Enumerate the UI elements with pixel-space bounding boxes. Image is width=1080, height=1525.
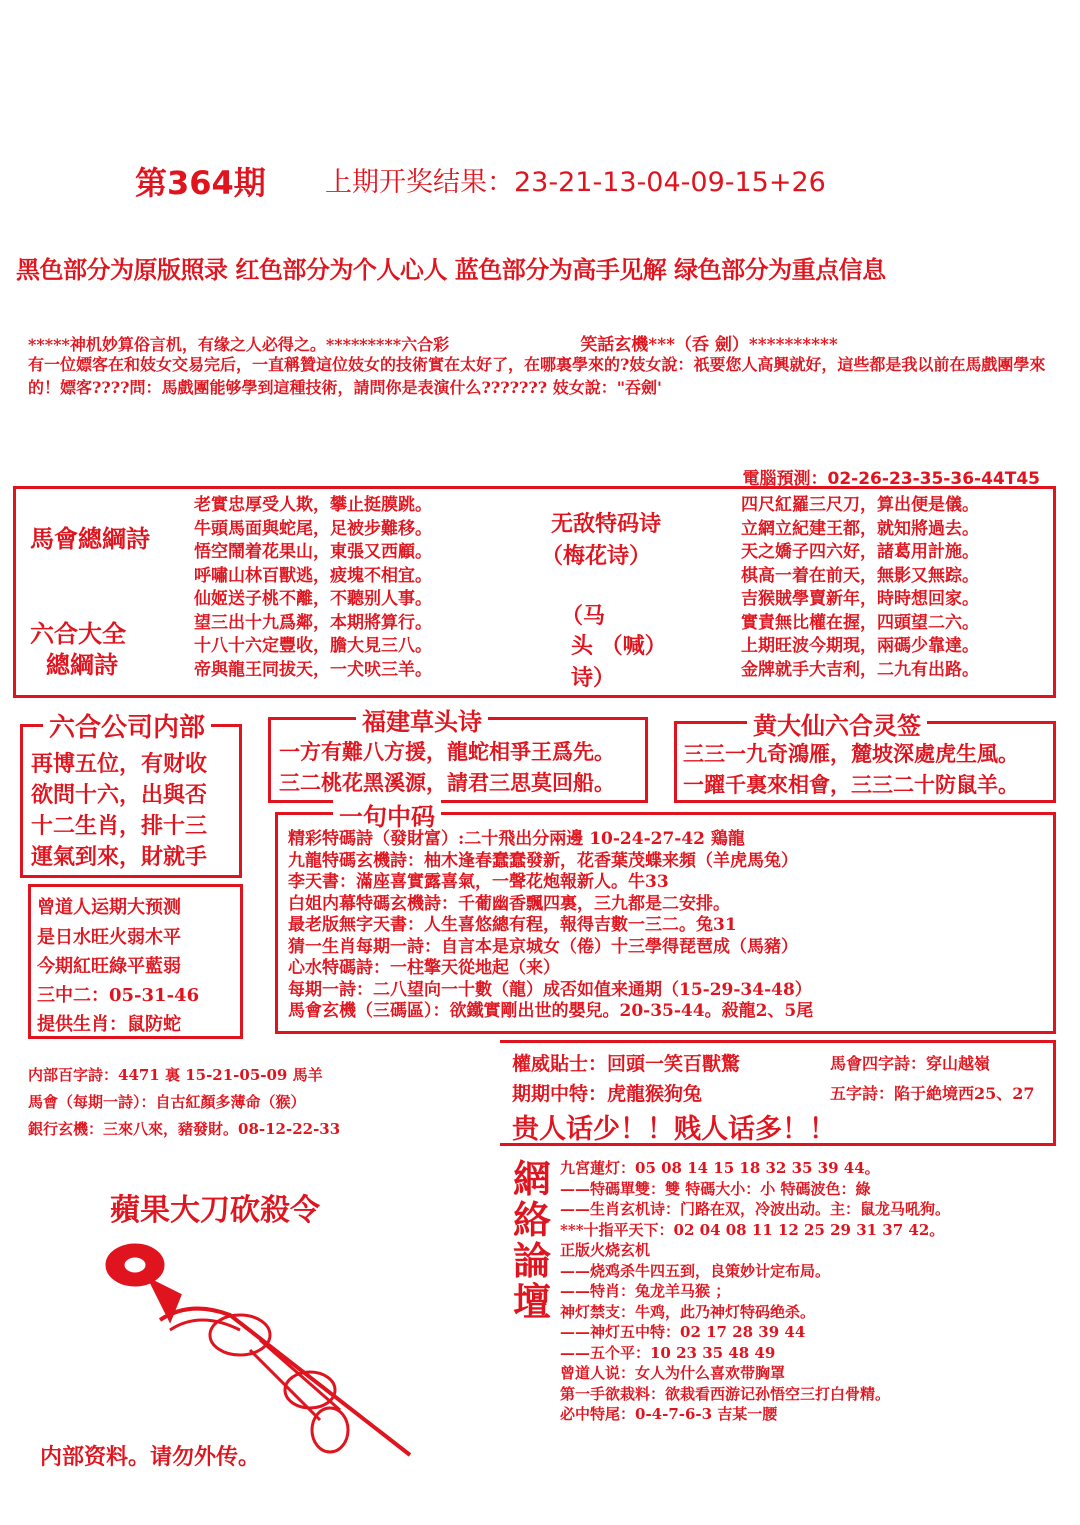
verse-line: 猜一生肖每期一詩：自言本是京城女（倦）十三學得琵琶成（馬豬） [288,936,798,957]
poem-line: 上期旺波今期現，兩碼少靠達。 [741,636,979,656]
period-title: 第364期 [135,164,266,202]
apple-title: 蘋果大刀砍殺令 [110,1193,320,1228]
authority-l2-right: 五字詩：陷于絶境西25、27 [830,1084,1035,1103]
plum-poem-title: （梅花诗） [541,543,652,569]
zeng-line: 提供生肖：鼠防蛇 [37,1014,181,1035]
poem-line: 仙姬送子桃不離，不聽别人事。 [194,589,432,609]
horse-head-c: 诗） [571,665,616,691]
computer-prediction: 電腦預測：02-26-23-35-36-44T45 [742,469,1040,489]
internal-line: 内部百字詩：4471 裏 15-21-05-09 馬羊 [28,1066,323,1084]
authority-l2: 期期中特：虎龍猴狗兔 [512,1083,703,1105]
company-line: 再博五位，有财收 [31,751,208,777]
internal-lines [28,1062,340,1143]
forum-line: ***十指平天下：02 04 08 11 12 25 29 31 37 42。 [560,1220,945,1239]
sword-icon [90,1240,430,1470]
invincible-poem-title: 无敌特码诗 [551,511,662,537]
verse-line: 每期一詩：二八望向一十數（龍）成否如值来通期（15-29-34-48） [288,979,812,1000]
forum-line: 九宮蓮灯：05 08 14 15 18 32 35 39 44。 [560,1159,880,1177]
forum-line: 神灯禁支：牛鸡，此乃神灯特码绝杀。 [560,1302,816,1321]
company-line: 欲問十六，出與否 [31,782,208,808]
company-label: 六合公司内部 [43,707,211,744]
one-verse-label: 一句中码 [333,797,441,832]
authority-box [500,1040,1056,1146]
poem-line: 實責無比權在握，四頭望二六。 [741,612,979,633]
poem-line: 望三出十九爲鄰，本期將算行。 [194,612,432,633]
poem-line: 悟空鬧着花果山，東張又西顧。 [194,542,432,562]
internal-line: 馬會（每期一詩）：自古紅顏多薄命（猴） [28,1093,306,1111]
poem-line: 老實忠厚受人欺，攀止挺膜跳。 [194,495,432,515]
huang-line: 一躍千裏來相會，三三二十防鼠羊。 [683,772,1019,797]
company-lines [31,749,207,873]
story-title-right: 笑話玄機***（呑 劍）********** [580,335,838,355]
internal-material-note: 内部资料。请勿外传。 [40,1444,261,1470]
fujian-line: 三二桃花黑溪源，請君三思莫回船。 [279,770,615,795]
verse-lines [288,829,813,1023]
main-poem-box [13,486,1056,698]
poem-left [194,494,432,682]
verse-line: 李天書：滿座喜實露喜氣，一聲花炮報新人。牛33 [288,872,669,892]
huang-lines [683,738,1019,800]
forum-line: ——神灯五中特：02 17 28 39 44 [560,1323,806,1341]
forum-line: ——五个平：10 23 35 48 49 [560,1343,776,1362]
poem-line: 天之嬌子四六好，諸葛用計施。 [741,542,979,562]
verse-line: 馬會玄機（三碼區）：欲鐵實剛出世的嬰兒。20-35-44。殺龍2、5尾 [288,1001,814,1021]
company-internal-box [20,713,242,878]
verse-line: 九龍特碼玄機詩：柚木逢春蠢蠢發新，花香葉茂蝶来頻（羊虎馬兔） [288,850,798,871]
forum-vertical-title [510,1158,554,1322]
forum-line: 必中特尾：0-4-7-6-3 吉某一腰 [560,1405,778,1423]
poem-right [741,494,979,682]
poem-line: 四尺紅羅三尺刀，算出便是儀。 [741,495,979,515]
huang-daxian-box [674,711,1056,803]
forum-vertical-char: 壇 [512,1279,551,1324]
forum-line: ——特碼單雙：雙 特碼大小：小 特碼波色：綠 [560,1179,871,1198]
horse-head-b: 头 （喊） [571,633,667,659]
fujian-poem-box [268,707,648,803]
authority-l1: 權威貼士：回頭一笑百獸驚 [512,1053,741,1075]
story-title-left: *****神机妙算俗言机，有缘之人必得之。*********六合彩 [28,335,450,354]
forum-line: ——生肖玄机诗：门路在双，冷波出动。主：鼠龙马吼狗。 [560,1200,951,1218]
forum-vertical-char: 論 [512,1238,551,1283]
forum-vertical-char: 網 [512,1156,551,1201]
forum-line: 正版火烧玄机 [560,1241,651,1259]
zeng-line: 今期紅旺綠平藍弱 [37,956,181,977]
one-verse-box [275,802,1056,1034]
poem-line: 牛頭馬面與蛇尾，足被步難移。 [194,518,432,539]
verse-line: 白姐内幕特碼玄機詩：千葡幽香飄四裏，三九都是二安排。 [288,893,730,914]
fujian-line: 一方有難八方援，龍蛇相爭王爲先。 [279,739,615,764]
horse-club-title: 馬會總綱詩 [30,524,150,553]
forum-line: 曾道人说：女人为什么喜欢带胸罩 [560,1364,786,1382]
company-line: 十二生肖，排十三 [31,813,208,839]
poem-line: 棋高一着在前天，無影又無踪。 [741,565,979,586]
verse-line: 精彩特碼詩（發財富）:二十飛出分兩邊 10-24-27-42 鶏龍 [288,829,745,849]
forum-vertical-char: 絡 [512,1197,551,1242]
forum-lines [560,1158,950,1425]
authority-l3: 贵人话少！！贱人话多！！ [512,1114,836,1145]
liuhe-title-b: 總綱詩 [46,650,118,679]
color-legend: 黑色部分为原版照录 红色部分为个人心人 蓝色部分为高手见解 绿色部分为重点信息 [16,256,886,284]
story-title [28,330,838,355]
fujian-lines [279,736,615,798]
authority-l1-right: 馬會四字詩：穿山越嶺 [830,1054,991,1073]
forum-line: ——烧鸡杀牛四五到，良策妙计定布局。 [560,1261,831,1280]
verse-line: 心水特碼詩：一柱擎天從地起（来） [288,958,560,978]
last-result: 上期开奖结果：23-21-13-04-09-15+26 [325,167,826,198]
poem-line: 吉猴賊學賣新年，時時想回家。 [741,589,979,609]
forum-line: 第一手欲栽料：欲栽看西游记孙悟空三打白骨精。 [560,1384,891,1403]
story-body: 有一位嫖客在和妓女交易完后，一直稱贊這位妓女的技術實在太好了，在哪裏學來的?妓女說：祇要您人高興就好，這些都是我以前在馬戲團學來的！嫖客????問：馬戲團能够學到這種技術，請問你是表演什么??????? 妓女說："吞劍' [28,355,1046,397]
huang-label: 黄大仙六合灵签 [747,706,927,741]
zeng-line: 三中二：05-31-46 [37,985,200,1006]
horse-head-a: （马 [561,603,606,629]
zeng-prediction-box [28,884,243,1039]
poem-line: 立網立紀建王都，就知將過去。 [741,518,979,539]
poem-line: 金牌就手大吉利，二九有出路。 [741,659,979,680]
liuhe-title-a: 六合大全 [30,619,126,648]
poem-line: 帝與龍王同拔天，一犬吠三羊。 [194,659,432,680]
zeng-lines [37,923,199,1039]
zeng-title: 曾道人运期大预测 [37,897,181,918]
fujian-label: 福建草头诗 [356,702,488,737]
verse-line: 最老版無字天書：人生喜悠總有程，報得吉數一三二。兔31 [288,915,737,935]
company-line: 運氣到來，財就手 [31,844,208,870]
poem-line: 十八十六定豐收，膽大見三八。 [194,636,432,656]
poem-line: 呼嘯山林百獸逃，疲塊不相宜。 [194,565,432,586]
internal-line: 銀行玄機：三來八來，豬發財。08-12-22-33 [28,1120,341,1138]
huang-line: 三三一九奇鴻雁，麓坡深處虎生風。 [683,741,1019,766]
forum-line: ——特肖：兔龙羊马猴 ； [560,1282,731,1300]
zeng-line: 是日水旺火弱木平 [37,927,181,948]
